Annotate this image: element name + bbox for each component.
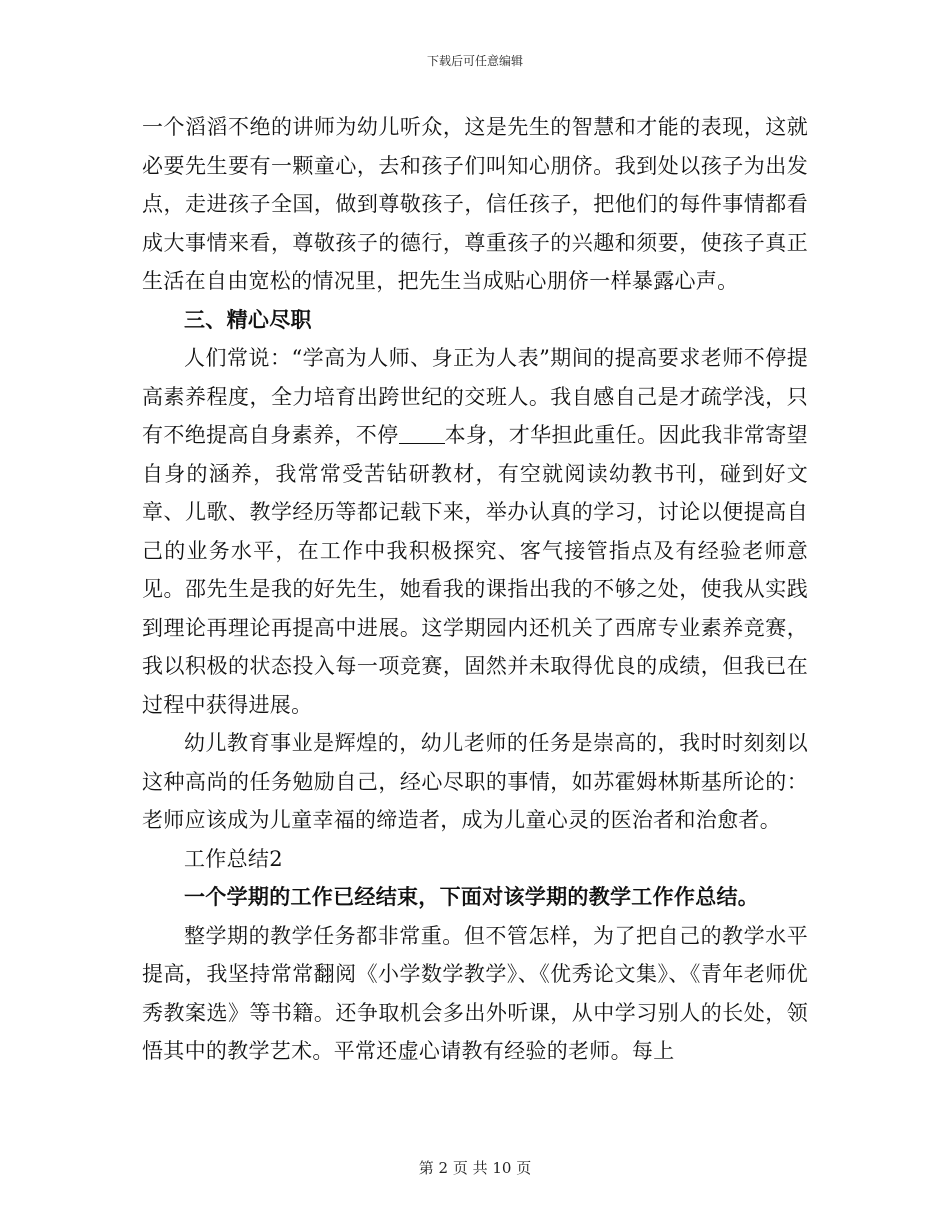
section-title-work-summary-2: 工作总结2 (184, 846, 283, 871)
paragraph-text-part-2: 本身，才华担此重任。因此我非常寄望自身的涵养，我常常受苦钻研教材，有空就阅读幼教书刊，碰到好文章、儿歌、教学经历等都记载下来，举办认真的学习，讨论以便提高自己的业务水平，在工作中我积极探究、客气接管指点及有经验老师意见。邵先生是我的好先生，她看我的课指出我的不够之处，使我从实践到理论再理论再提高中进展。这学期园内还机关了西席专业素养竞赛，我以积极的状态投入每一项竞赛，固然并未取得优良的成绩，但我已在过程中获得进展。 (142, 423, 808, 717)
paragraph-preschool-mission: 幼儿教育事业是辉煌的，幼儿老师的任务是崇高的，我时时刻刻以这种高尚的任务勉励自己，经心尽职的事情，如苏霍姆林斯基所论的：老师应该成为儿童幸福的缔造者，成为儿童心灵的医治者和治愈者。 (142, 731, 808, 832)
page-header: 下载后可任意编辑 (426, 54, 523, 68)
section-heading-dedication: 三、精心尽职 (184, 306, 312, 332)
page-footer: 第 2 页 共 10 页 (418, 1159, 532, 1177)
paragraph-teaching-tasks: 整学期的教学任务都非常重。但不管怎样，为了把自己的教学水平提高，我坚持常常翻阅《小学数学教学》、《优秀论文集》、《青年老师优秀教案选》等书籍。还争取机会多出外听课，从中学习别人的长处，领悟其中的教学艺术。平常还虚心请教有经验的老师。每上 (142, 923, 808, 1063)
fill-in-blank (399, 425, 445, 444)
paragraph-text-part-1: 人们常说：“学高为人师、身正为人表”期间的提高要求老师不停提高素养程度，全力培育出跨世纪的交班人。我自感自己是才疏学浅，只有不绝提高自身素养，不停 (142, 346, 808, 447)
document-body (142, 108, 808, 1071)
lead-sentence: 一个学期的工作已经结束，下面对该学期的教学工作作总结。 (184, 884, 760, 909)
paragraph-teacher-as-friend: 一个滔滔不绝的讲师为幼儿听众，这是先生的智慧和才能的表现，这就必要先生要有一颗童心，去和孩子们叫知心朋侪。我到处以孩子为出发点，走进孩子全国，做到尊敬孩子，信任孩子，把他们的每件事情都看成大事情来看，尊敬孩子的德行，尊重孩子的兴趣和须要，使孩子真正生活在自由宽松的情况里，把先生当成贴心朋侪一样暴露心声。 (142, 115, 808, 293)
paragraph-self-improvement (142, 339, 808, 724)
